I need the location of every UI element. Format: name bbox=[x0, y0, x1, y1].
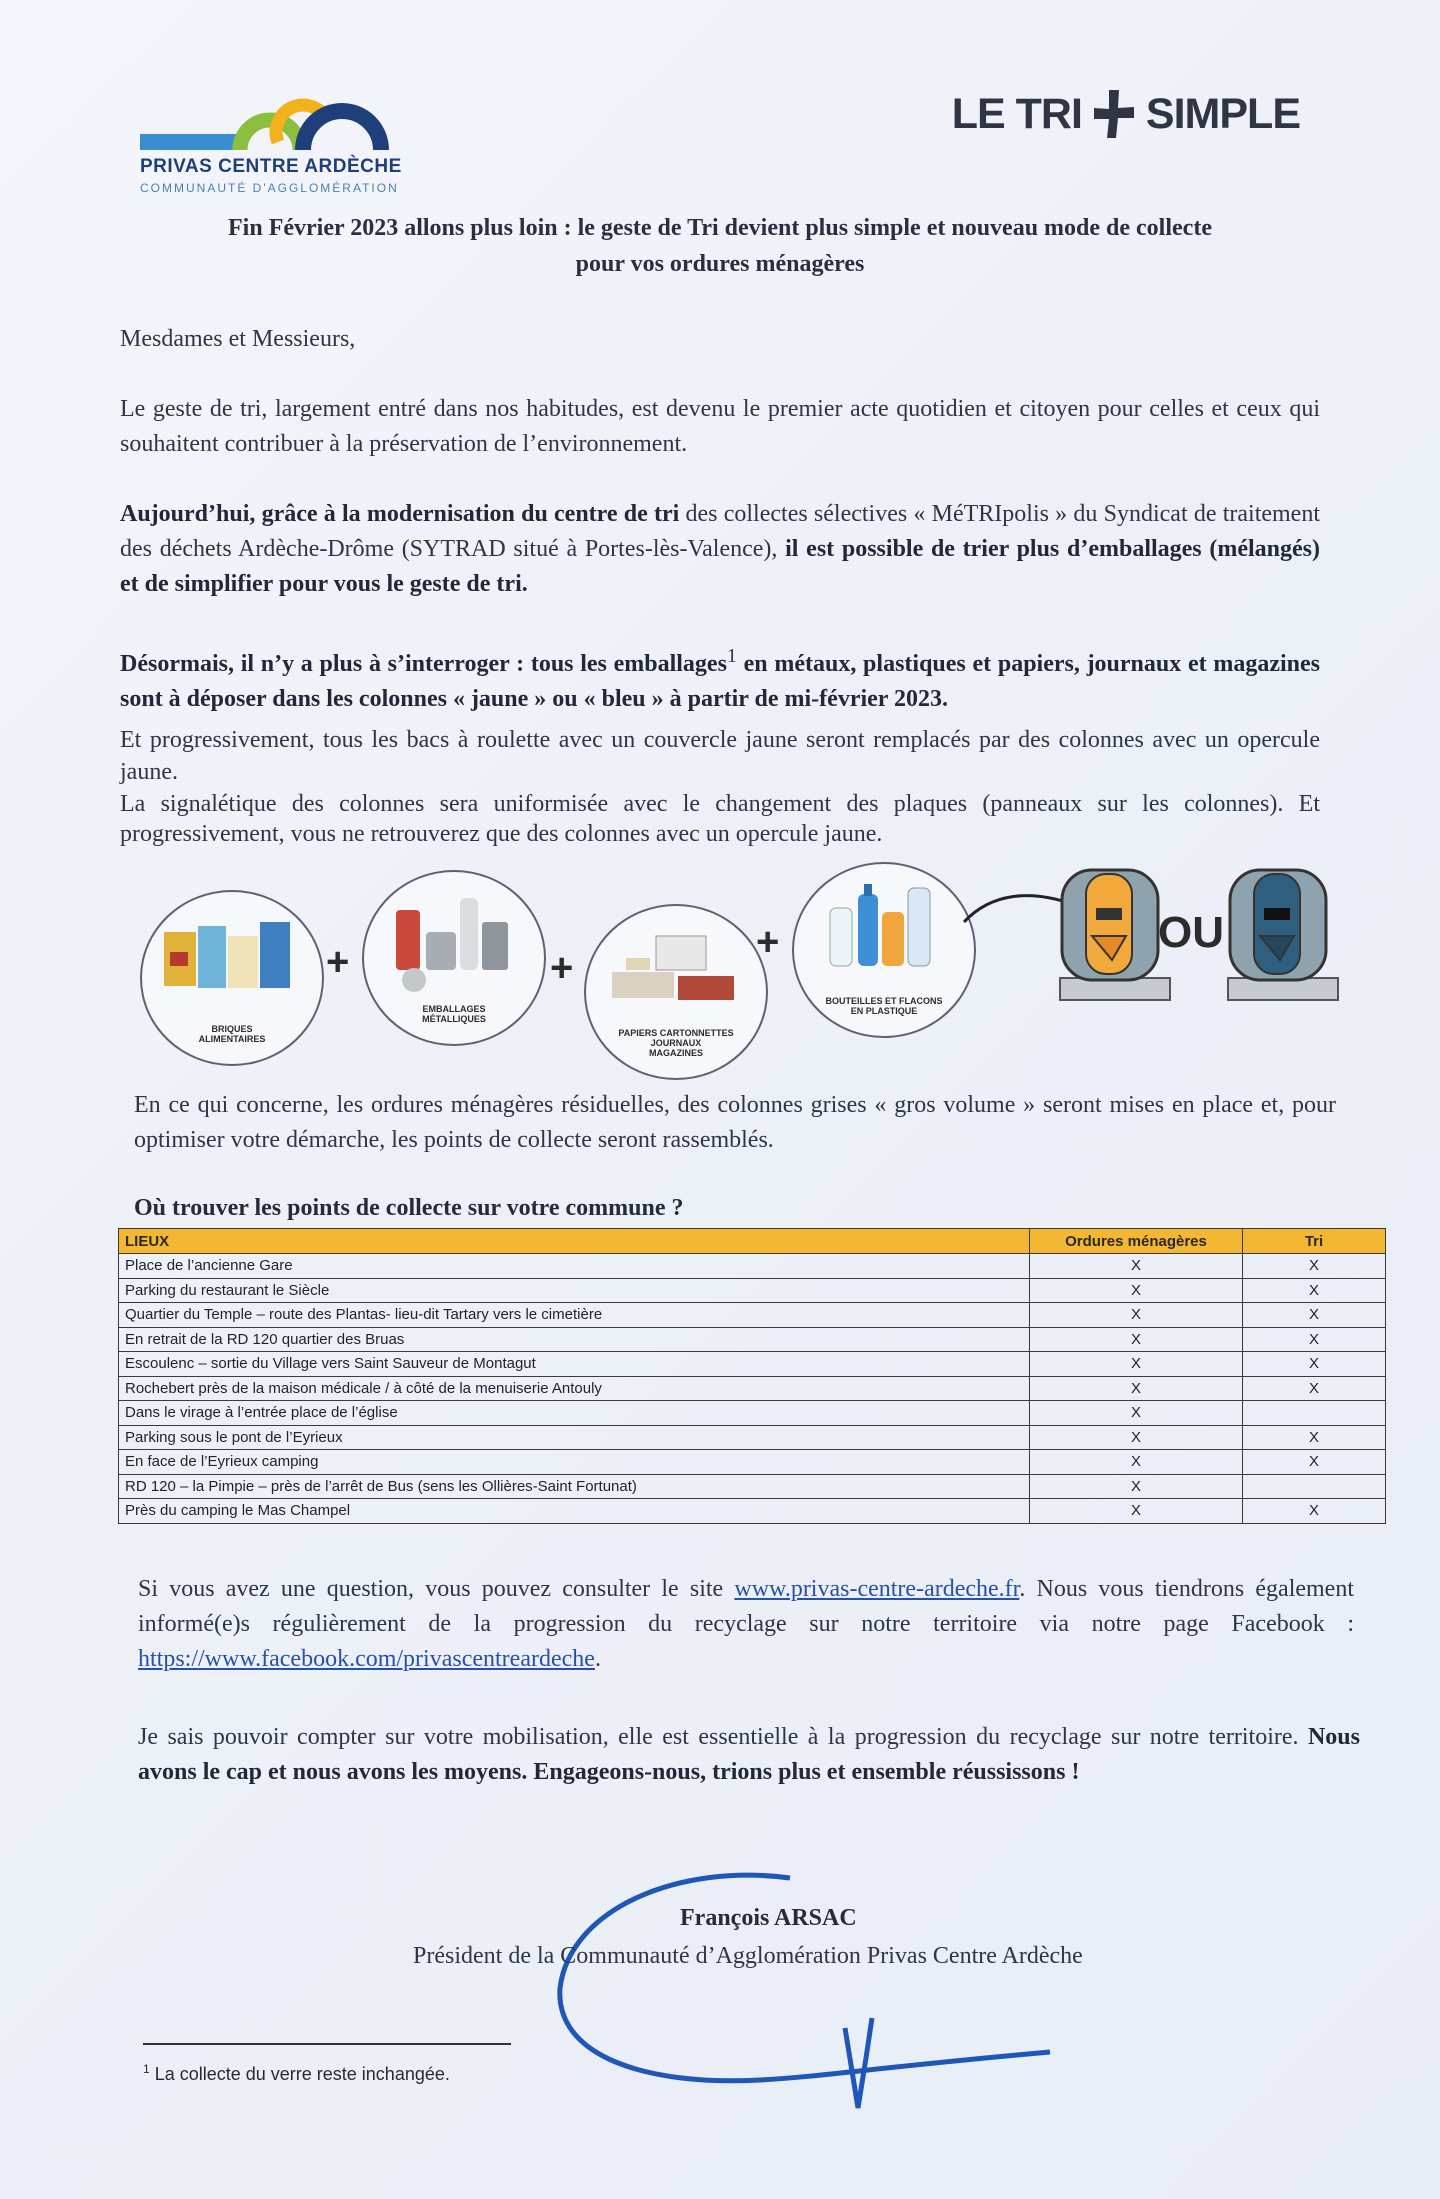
picto-papiers-label: PAPIERS CARTONNETTES JOURNAUX MAGAZINES bbox=[618, 1028, 734, 1058]
paragraph-1: Le geste de tri, largement entré dans nos habitudes, est devenu le premier acte quotidien et citoyen pour celles et ceux qui souhaitent contribuer à la préservation de l’environnement. bbox=[120, 396, 1320, 457]
plus-sign-2: + bbox=[550, 946, 574, 990]
cell-ordures: X bbox=[1030, 1425, 1243, 1450]
cell-ordures: X bbox=[1030, 1278, 1243, 1303]
paragraph-8-text: Je sais pouvoir compter sur votre mobilisation, elle est essentielle à la progression du recyclage sur notre territoire. bbox=[138, 1724, 1308, 1750]
tagline bbox=[952, 88, 1300, 140]
paragraph-7 bbox=[138, 1572, 1354, 1677]
logo-name: PRIVAS CENTRE ARDÈCHE bbox=[140, 156, 402, 177]
cell-lieu: Près du camping le Mas Champel bbox=[119, 1499, 1030, 1524]
cell-ordures: X bbox=[1030, 1352, 1243, 1377]
paragraph-4: Et progressivement, tous les bacs à roulette avec un couvercle jaune seront remplacés par des colonnes avec un opercule jaune. bbox=[120, 727, 1320, 785]
cell-lieu: Parking du restaurant le Siècle bbox=[119, 1278, 1030, 1303]
cell-lieu: En face de l’Eyrieux camping bbox=[119, 1450, 1030, 1475]
paragraph-2-bold-2: il est possible de trier plus d’emballages (mélangés) et de simplifier pour vous le geste de tri. bbox=[120, 536, 1320, 597]
cell-ordures: X bbox=[1030, 1327, 1243, 1352]
table-row bbox=[119, 1254, 1386, 1279]
picto-plastique bbox=[792, 862, 976, 1038]
website-link[interactable]: www.privas-centre-ardeche.fr bbox=[734, 1576, 1020, 1602]
picto-papiers bbox=[584, 904, 768, 1080]
paragraph-5: La signalétique des colonnes sera uniformisée avec le changement des plaques (panneaux sur les colonnes). Et progressivement, vous ne retrouverez que des colonnes avec un opercule jaune. bbox=[120, 791, 1320, 847]
letter-heading bbox=[120, 210, 1320, 282]
tagline-left: LE TRI bbox=[951, 89, 1082, 138]
paragraph-2 bbox=[120, 497, 1320, 602]
paragraph-7-text-2: . Nous vous tiendrons également informé(e)s régulièrement de la progression du recyclage sur notre territoire via notre page Facebook : bbox=[138, 1576, 1354, 1637]
cell-ordures: X bbox=[1030, 1499, 1243, 1524]
agglo-logo bbox=[138, 82, 418, 202]
cell-lieu: Escoulenc – sortie du Village vers Saint Sauveur de Montagut bbox=[119, 1352, 1030, 1377]
footnote: $^1$ La collecte du verre reste inchangée. bbox=[143, 2062, 450, 2084]
table-row bbox=[119, 1450, 1386, 1475]
cell-tri: X bbox=[1243, 1303, 1386, 1328]
plus-sign-1: + bbox=[326, 940, 350, 984]
table-row bbox=[119, 1303, 1386, 1328]
cell-ordures: X bbox=[1030, 1254, 1243, 1279]
picto-metal bbox=[362, 870, 546, 1046]
signatory-role: Président de la Communauté d’Agglomération Privas Centre Ardèche bbox=[413, 1943, 1083, 1969]
paragraph-3 bbox=[120, 639, 1320, 717]
cell-tri: X bbox=[1243, 1254, 1386, 1279]
table-row bbox=[119, 1376, 1386, 1401]
cell-tri: X bbox=[1243, 1327, 1386, 1352]
picto-briques-label: BRIQUES ALIMENTAIRES bbox=[198, 1024, 266, 1044]
cell-tri: X bbox=[1243, 1278, 1386, 1303]
paragraph-6: En ce qui concerne, les ordures ménagères résiduelles, des colonnes grises « gros volume » seront mises en place et, pour optimiser votre démarche, les points de collecte seront rassemblés. bbox=[134, 1092, 1336, 1153]
logo-arcs-graphic bbox=[138, 82, 418, 162]
cell-lieu: Quartier du Temple – route des Plantas- lieu-dit Tartary vers le cimetière bbox=[119, 1303, 1030, 1328]
table-row bbox=[119, 1352, 1386, 1377]
cell-lieu: Rochebert près de la maison médicale / à côté de la menuiserie Antouly bbox=[119, 1376, 1030, 1401]
paragraph-7-text-1: Si vous avez une question, vous pouvez consulter le site bbox=[138, 1576, 735, 1602]
table-row bbox=[119, 1499, 1386, 1524]
picto-briques bbox=[140, 890, 324, 1066]
cell-ordures: X bbox=[1030, 1474, 1243, 1499]
cell-lieu: Place de l’ancienne Gare bbox=[119, 1254, 1030, 1279]
cell-ordures: X bbox=[1030, 1401, 1243, 1426]
paragraph-7-text-3: . bbox=[594, 1646, 601, 1672]
cell-tri: X bbox=[1243, 1425, 1386, 1450]
yellow-bin-icon bbox=[1040, 860, 1175, 1010]
blue-bin-icon bbox=[1208, 860, 1343, 1010]
logo-subtitle: COMMUNAUTÉ D'AGGLOMÉRATION bbox=[140, 181, 399, 195]
ou-label: OU bbox=[1158, 908, 1224, 957]
heading-line-1: Fin Février 2023 allons plus loin : le geste de Tri devient plus simple et nouveau mode de collecte bbox=[228, 215, 1212, 241]
footnote-ref: 1 bbox=[726, 645, 737, 667]
paragraph-8 bbox=[138, 1720, 1360, 1790]
greeting: Mesdames et Messieurs, bbox=[120, 326, 356, 352]
cell-tri: X bbox=[1243, 1499, 1386, 1524]
cell-tri: X bbox=[1243, 1352, 1386, 1377]
paragraph-2-bold-1: Aujourd’hui, grâce à la modernisation du centre de tri bbox=[120, 501, 680, 527]
cell-tri bbox=[1243, 1474, 1386, 1499]
collection-points-table bbox=[118, 1228, 1386, 1524]
cell-lieu: En retrait de la RD 120 quartier des Bruas bbox=[119, 1327, 1030, 1352]
paragraph-8-bold: Nous avons le cap et nous avons les moyens. Engageons-nous, trions plus et ensemble réussissons ! bbox=[138, 1724, 1360, 1785]
tagline-right: SIMPLE bbox=[1145, 89, 1300, 138]
paragraph-3-bold-1: Désormais, il n’y a plus à s’interroger : tous les emballages bbox=[120, 651, 727, 677]
table-title: Où trouver les points de collecte sur votre commune ? bbox=[134, 1195, 684, 1221]
picto-plastique-label: BOUTEILLES ET FLACONS EN PLASTIQUE bbox=[825, 996, 943, 1016]
table-row bbox=[119, 1474, 1386, 1499]
footnote-divider bbox=[143, 2043, 511, 2045]
cell-lieu: Dans le virage à l’entrée place de l’église bbox=[119, 1401, 1030, 1426]
heading-line-2: pour vos ordures ménagères bbox=[575, 251, 865, 277]
signatory-name: François ARSAC bbox=[680, 1905, 857, 1931]
picto-metal-label: EMBALLAGES MÉTALLIQUES bbox=[422, 1004, 486, 1024]
plus-icon bbox=[1092, 88, 1136, 140]
cell-ordures: X bbox=[1030, 1303, 1243, 1328]
table-row bbox=[119, 1425, 1386, 1450]
facebook-link[interactable]: https://www.facebook.com/privascentreardeche bbox=[138, 1646, 595, 1672]
table-row bbox=[119, 1401, 1386, 1426]
cell-tri bbox=[1243, 1401, 1386, 1426]
cell-ordures: X bbox=[1030, 1450, 1243, 1475]
recycling-pictograms bbox=[140, 860, 1340, 1080]
paragraph-2-text: des collectes sélectives « MéTRIpolis » du Syndicat de traitement des déchets Ardèche-Drôme (SYTRAD situé à Portes-lès-Valence), bbox=[120, 501, 1320, 562]
cell-ordures: X bbox=[1030, 1376, 1243, 1401]
cell-tri: X bbox=[1243, 1376, 1386, 1401]
cell-lieu: Parking sous le pont de l’Eyrieux bbox=[119, 1425, 1030, 1450]
header-ordures: Ordures ménagères bbox=[1030, 1229, 1243, 1254]
header-tri: Tri bbox=[1243, 1229, 1386, 1254]
plus-sign-3: + bbox=[756, 920, 780, 964]
header-lieux: LIEUX bbox=[119, 1229, 1030, 1254]
table-row bbox=[119, 1278, 1386, 1303]
paragraph-3-bold-2: en métaux, plastiques et papiers, journaux et magazines sont à déposer dans les colonnes « jaune » ou « bleu » à partir de mi-février 2023. bbox=[120, 651, 1320, 712]
table-row bbox=[119, 1327, 1386, 1352]
cell-tri: X bbox=[1243, 1450, 1386, 1475]
table-header-row bbox=[119, 1229, 1386, 1254]
cell-lieu: RD 120 – la Pimpie – près de l’arrêt de Bus (sens les Ollières-Saint Fortunat) bbox=[119, 1474, 1030, 1499]
